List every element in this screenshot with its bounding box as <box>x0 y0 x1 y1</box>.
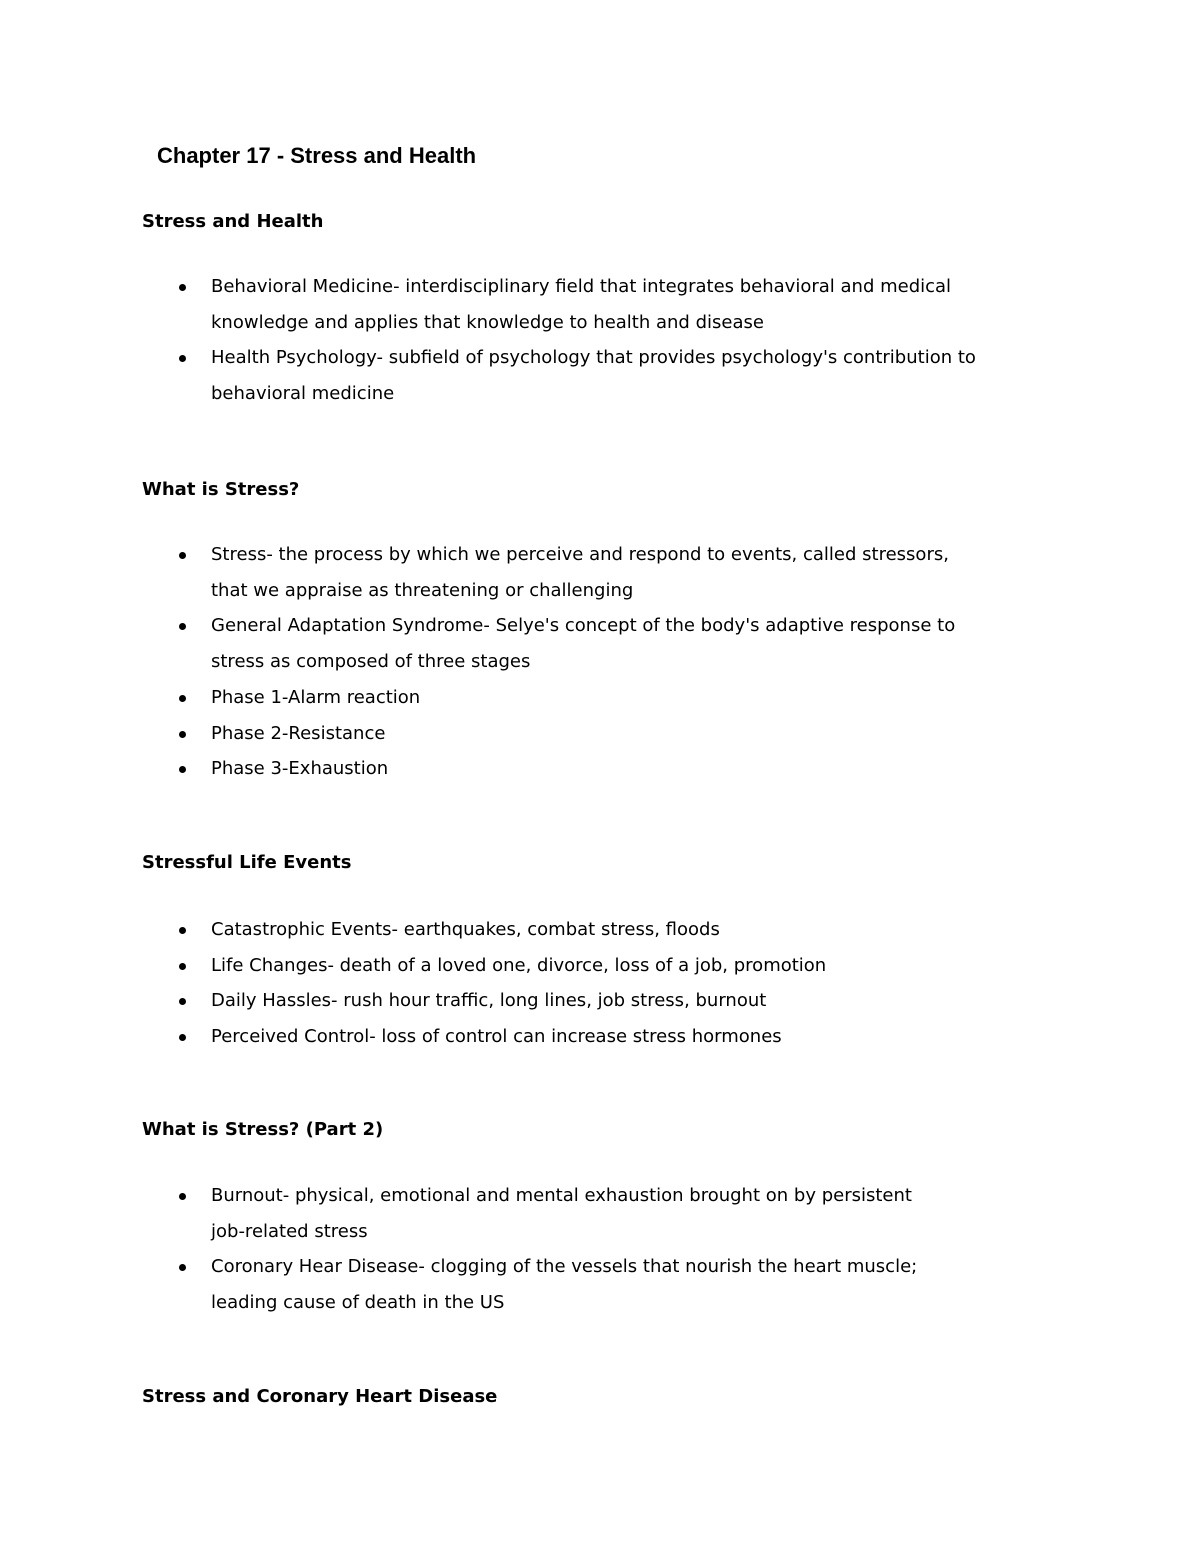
list-item-text: Coronary Hear Disease- clogging of the vessels that nourish the heart muscle; leading cause of death in the US <box>211 1256 918 1314</box>
list-item <box>0 912 1091 948</box>
bullet-icon <box>179 695 186 702</box>
section-heading-what-is-stress-part-2: What is Stress? (Part 2) <box>142 1119 384 1140</box>
list-item <box>0 537 1091 608</box>
list-item <box>0 340 1091 411</box>
bullet-list-stress-and-health <box>0 269 1091 412</box>
list-item-text: Catastrophic Events- earthquakes, combat stress, floods <box>211 919 720 940</box>
list-item <box>0 948 1091 984</box>
list-item <box>0 751 1091 787</box>
bullet-icon <box>179 998 186 1005</box>
bullet-icon <box>179 1193 186 1200</box>
list-item-text: Perceived Control- loss of control can increase stress hormones <box>211 1026 782 1048</box>
bullet-icon <box>179 927 186 934</box>
bullet-icon <box>179 963 186 970</box>
list-item <box>0 1178 1091 1249</box>
section-heading-stress-and-coronary-heart-disease: Stress and Coronary Heart Disease <box>142 1386 498 1407</box>
bullet-list-stressful-life-events <box>0 912 1091 1055</box>
bullet-icon <box>179 1264 186 1271</box>
list-item <box>0 983 1091 1019</box>
list-item <box>0 269 1091 340</box>
list-item <box>0 716 1091 752</box>
bullet-icon <box>179 355 186 362</box>
list-item-text: Burnout- physical, emotional and mental exhaustion brought on by persistent job-related stress <box>211 1185 912 1242</box>
list-item-text: Daily Hassles- rush hour traffic, long lines, job stress, burnout <box>211 990 767 1012</box>
page-title: Chapter 17 - Stress and Health <box>157 143 477 168</box>
section-heading-stressful-life-events: Stressful Life Events <box>142 852 352 873</box>
bullet-icon <box>179 284 186 291</box>
section-heading-stress-and-health: Stress and Health <box>142 211 324 232</box>
list-item-text: Stress- the process by which we perceive and respond to events, called stressors, that we appraise as threatening or challenging <box>211 544 949 601</box>
list-item-text: Phase 2-Resistance <box>211 722 386 744</box>
list-item <box>0 608 1091 679</box>
bullet-icon <box>179 766 186 773</box>
list-item <box>0 1019 1091 1055</box>
bullet-icon <box>179 552 186 559</box>
list-item-text: General Adaptation Syndrome- Selye's concept of the body's adaptive response to stress as composed of three stages <box>211 615 956 673</box>
list-item <box>0 1249 1091 1320</box>
list-item-text: Phase 3-Exhaustion <box>211 758 389 780</box>
section-heading-what-is-stress: What is Stress? <box>142 479 300 500</box>
list-item <box>0 680 1091 716</box>
bullet-icon <box>179 623 186 630</box>
bullet-list-what-is-stress <box>0 537 1091 787</box>
list-item-text: Phase 1-Alarm reaction <box>211 686 421 708</box>
list-item-text: Life Changes- death of a loved one, divorce, loss of a job, promotion <box>211 954 827 976</box>
bullet-list-what-is-stress-part-2 <box>0 1178 1091 1321</box>
bullet-icon <box>179 731 186 738</box>
list-item-text: Behavioral Medicine- interdisciplinary field that integrates behavioral and medical knowledge and applies that knowledge to health and disease <box>211 276 952 333</box>
bullet-icon <box>179 1034 186 1041</box>
list-item-text: Health Psychology- subfield of psychology that provides psychology's contribution to behavioral medicine <box>211 347 976 405</box>
